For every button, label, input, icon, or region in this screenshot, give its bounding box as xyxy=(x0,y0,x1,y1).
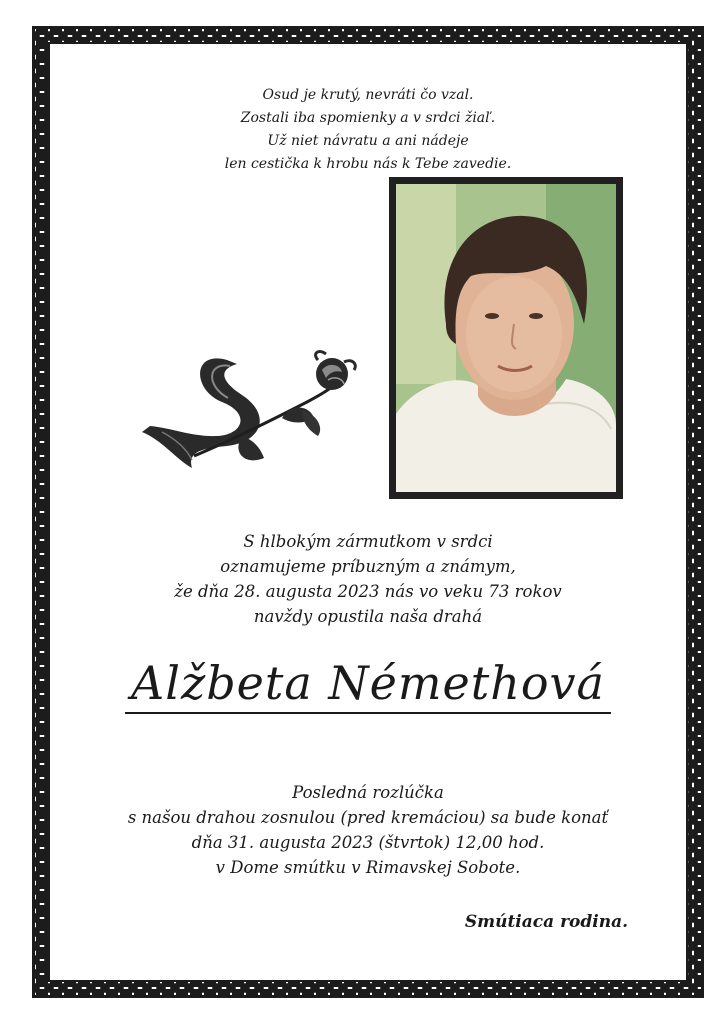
rose-icon xyxy=(132,340,364,480)
family-signature: Smútiaca rodina. xyxy=(464,912,628,932)
funeral-line: Posledná rozlúčka xyxy=(292,783,444,802)
poem-line: Už niet návratu a ani nádeje xyxy=(267,133,469,149)
deceased-name: Alžbeta Némethová xyxy=(125,656,611,714)
announcement-line: navždy opustila naša drahá xyxy=(253,607,483,626)
funeral-line: s našou drahou zosnulou (pred kremáciou) sa bude konať xyxy=(127,808,609,827)
funeral-line: dňa 31. augusta 2023 (štvrtok) 12,00 hod. xyxy=(191,833,545,852)
announcement-line: oznamujeme príbuzným a známym, xyxy=(220,557,516,576)
portrait-photo-frame xyxy=(389,177,623,499)
deceased-name-block xyxy=(50,656,686,714)
announcement-line: že dňa 28. augusta 2023 nás vo veku 73 rokov xyxy=(174,582,562,601)
rose-ribbon-illustration xyxy=(132,340,364,480)
funeral-line: v Dome smútku v Rimavskej Sobote. xyxy=(215,858,521,877)
leaf-pattern-border xyxy=(35,29,701,995)
funeral-details xyxy=(50,780,686,880)
memorial-poem xyxy=(50,84,686,176)
notice-body xyxy=(48,42,688,982)
decorative-border xyxy=(32,26,704,998)
poem-line: len cestička k hrobu nás k Tebe zavedie. xyxy=(224,156,512,172)
death-announcement xyxy=(50,529,686,629)
poem-line: Zostali iba spomienky a v srdci žiaľ. xyxy=(240,110,496,126)
portrait-photo xyxy=(396,184,616,492)
announcement-line: S hlbokým zármutkom v srdci xyxy=(243,532,493,551)
poem-line: Osud je krutý, nevráti čo vzal. xyxy=(262,87,474,103)
portrait-image xyxy=(396,184,616,492)
